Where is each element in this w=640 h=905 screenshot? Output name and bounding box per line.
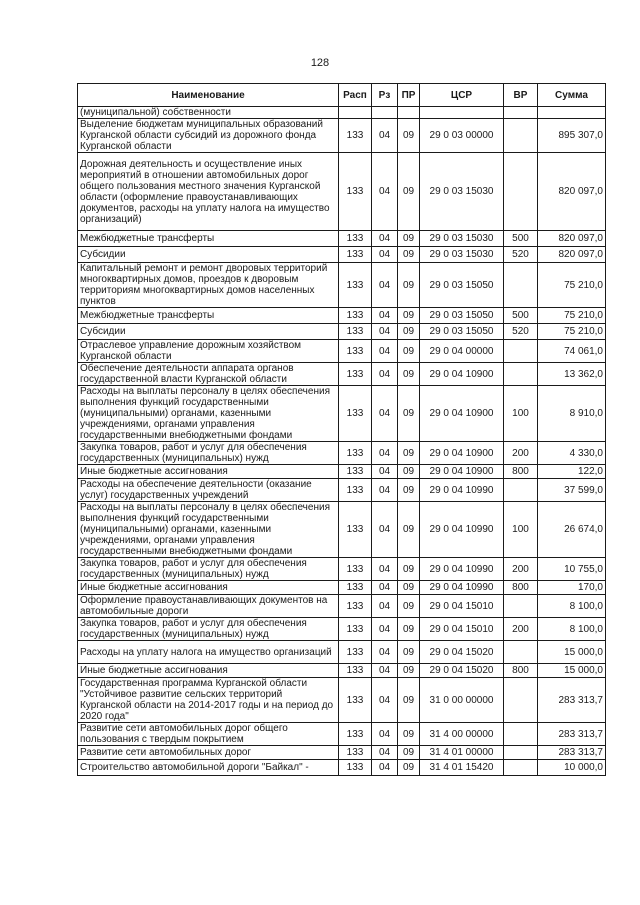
cell-pr: 09 — [398, 502, 420, 558]
cell-vr: 500 — [504, 231, 538, 247]
table-row — [78, 664, 606, 678]
cell-vr — [504, 746, 538, 760]
cell-sum: 37 599,0 — [538, 479, 606, 502]
cell-pr: 09 — [398, 618, 420, 641]
cell-csr: 29 0 04 15020 — [420, 641, 504, 664]
page-number: 128 — [310, 57, 330, 69]
column-header-rasp: Расп — [339, 84, 372, 107]
cell-rasp: 133 — [339, 231, 372, 247]
table-row — [78, 363, 606, 386]
cell-sum — [538, 107, 606, 119]
cell-name: Оформление правоустанавливающих документов на автомобильные дороги — [78, 595, 339, 618]
cell-name: Выделение бюджетам муниципальных образований Курганской области субсидий из дорожного фонда Курганской области — [78, 119, 339, 153]
cell-name: Субсидии — [78, 324, 339, 340]
cell-pr: 09 — [398, 308, 420, 324]
column-header-csr: ЦСР — [420, 84, 504, 107]
cell-name: Закупка товаров, работ и услуг для обеспечения государственных (муниципальных) нужд — [78, 442, 339, 465]
cell-rasp: 133 — [339, 247, 372, 263]
cell-rasp: 133 — [339, 442, 372, 465]
cell-csr: 29 0 03 15030 — [420, 247, 504, 263]
cell-rz: 04 — [372, 340, 398, 363]
cell-name: Капитальный ремонт и ремонт дворовых территорий многоквартирных домов, проездов к дворовым территориям многоквартирных домов населенных пунктов — [78, 263, 339, 308]
cell-rz: 04 — [372, 231, 398, 247]
cell-name: Государственная программа Курганской области "Устойчивое развитие сельских территорий Курганской области на 2014-2017 годы и на период до 2020 года" — [78, 678, 339, 723]
cell-name: Иные бюджетные ассигнования — [78, 581, 339, 595]
cell-rz: 04 — [372, 558, 398, 581]
cell-rz: 04 — [372, 119, 398, 153]
cell-rasp: 133 — [339, 324, 372, 340]
cell-pr: 09 — [398, 723, 420, 746]
cell-csr: 29 0 03 00000 — [420, 119, 504, 153]
cell-rasp: 133 — [339, 119, 372, 153]
cell-rz: 04 — [372, 641, 398, 664]
cell-vr: 800 — [504, 465, 538, 479]
cell-sum: 122,0 — [538, 465, 606, 479]
cell-pr: 09 — [398, 119, 420, 153]
cell-rasp: 133 — [339, 363, 372, 386]
cell-csr: 29 0 03 15030 — [420, 231, 504, 247]
cell-csr: 29 0 04 10900 — [420, 465, 504, 479]
cell-pr: 09 — [398, 442, 420, 465]
cell-rasp: 133 — [339, 153, 372, 231]
cell-pr: 09 — [398, 595, 420, 618]
table-row — [78, 746, 606, 760]
table-row — [78, 153, 606, 231]
cell-sum: 283 313,7 — [538, 678, 606, 723]
cell-vr: 100 — [504, 502, 538, 558]
cell-rz: 04 — [372, 247, 398, 263]
cell-pr: 09 — [398, 664, 420, 678]
table-row — [78, 479, 606, 502]
cell-name: Закупка товаров, работ и услуг для обеспечения государственных (муниципальных) нужд — [78, 558, 339, 581]
cell-sum: 26 674,0 — [538, 502, 606, 558]
cell-rasp: 133 — [339, 678, 372, 723]
cell-rz: 04 — [372, 664, 398, 678]
cell-sum: 10 000,0 — [538, 760, 606, 776]
cell-sum: 820 097,0 — [538, 153, 606, 231]
table-row — [78, 595, 606, 618]
cell-pr: 09 — [398, 386, 420, 442]
table-body — [78, 107, 606, 776]
cell-csr: 29 0 04 10900 — [420, 386, 504, 442]
cell-rasp: 133 — [339, 308, 372, 324]
table-row — [78, 107, 606, 119]
cell-rasp: 133 — [339, 723, 372, 746]
column-header-rz: Рз — [372, 84, 398, 107]
table-row — [78, 641, 606, 664]
cell-name: Отраслевое управление дорожным хозяйством Курганской области — [78, 340, 339, 363]
cell-name: Развитие сети автомобильных дорог общего пользования с твердым покрытием — [78, 723, 339, 746]
cell-sum: 15 000,0 — [538, 664, 606, 678]
table-row — [78, 119, 606, 153]
cell-vr: 800 — [504, 664, 538, 678]
cell-csr: 29 0 04 00000 — [420, 340, 504, 363]
cell-csr: 29 0 04 15010 — [420, 618, 504, 641]
cell-pr: 09 — [398, 153, 420, 231]
cell-name: Иные бюджетные ассигнования — [78, 664, 339, 678]
cell-sum: 170,0 — [538, 581, 606, 595]
cell-csr: 29 0 03 15050 — [420, 308, 504, 324]
cell-pr: 09 — [398, 340, 420, 363]
cell-rasp: 133 — [339, 502, 372, 558]
column-header-name: Наименование — [78, 84, 339, 107]
cell-vr — [504, 641, 538, 664]
cell-rasp: 133 — [339, 479, 372, 502]
cell-vr — [504, 595, 538, 618]
cell-pr: 09 — [398, 641, 420, 664]
cell-vr — [504, 340, 538, 363]
cell-pr: 09 — [398, 465, 420, 479]
cell-name: Обеспечение деятельности аппарата органов государственной власти Курганской области — [78, 363, 339, 386]
cell-sum: 820 097,0 — [538, 247, 606, 263]
cell-csr: 29 0 04 10990 — [420, 479, 504, 502]
table-row — [78, 618, 606, 641]
cell-rz: 04 — [372, 386, 398, 442]
table-row — [78, 581, 606, 595]
cell-vr: 100 — [504, 386, 538, 442]
cell-pr: 09 — [398, 263, 420, 308]
cell-rasp: 133 — [339, 386, 372, 442]
cell-vr: 200 — [504, 618, 538, 641]
table-row — [78, 502, 606, 558]
cell-rz: 04 — [372, 153, 398, 231]
cell-rz: 04 — [372, 595, 398, 618]
cell-vr — [504, 107, 538, 119]
cell-csr: 31 4 01 00000 — [420, 746, 504, 760]
table-row — [78, 442, 606, 465]
cell-csr: 29 0 04 10990 — [420, 581, 504, 595]
cell-rasp: 133 — [339, 263, 372, 308]
cell-vr — [504, 363, 538, 386]
column-header-pr: ПР — [398, 84, 420, 107]
cell-name: Расходы на выплаты персоналу в целях обеспечения выполнения функций государственными (муниципальными) органами, казенными учреждениями, органами управления государственными внебюджетными фондами — [78, 502, 339, 558]
cell-name: Дорожная деятельность и осуществление иных мероприятий в отношении автомобильных дорог общего пользования местного значения Курганской области (оформление правоустанавливающих документов, расходы на уплату налога на имущество организаций) — [78, 153, 339, 231]
cell-csr: 29 0 03 15030 — [420, 153, 504, 231]
cell-sum: 13 362,0 — [538, 363, 606, 386]
cell-vr — [504, 119, 538, 153]
cell-pr: 09 — [398, 231, 420, 247]
cell-name: (муниципальной) собственности — [78, 107, 339, 119]
cell-name: Расходы на выплаты персоналу в целях обеспечения выполнения функций государственными (муниципальными) органами, казенными учреждениями, органами управления государственными внебюджетными фондами — [78, 386, 339, 442]
cell-vr: 520 — [504, 324, 538, 340]
cell-sum: 10 755,0 — [538, 558, 606, 581]
cell-rz: 04 — [372, 465, 398, 479]
table-row — [78, 760, 606, 776]
cell-pr: 09 — [398, 760, 420, 776]
table-header-row — [78, 84, 606, 107]
cell-rasp — [339, 107, 372, 119]
table-row — [78, 340, 606, 363]
table-row — [78, 247, 606, 263]
cell-name: Субсидии — [78, 247, 339, 263]
cell-vr — [504, 760, 538, 776]
cell-pr — [398, 107, 420, 119]
cell-pr: 09 — [398, 558, 420, 581]
cell-sum: 8 100,0 — [538, 618, 606, 641]
cell-name: Расходы на обеспечение деятельности (оказание услуг) государственных учреждений — [78, 479, 339, 502]
cell-pr: 09 — [398, 678, 420, 723]
cell-name: Закупка товаров, работ и услуг для обеспечения государственных (муниципальных) нужд — [78, 618, 339, 641]
cell-csr: 29 0 04 15020 — [420, 664, 504, 678]
cell-rasp: 133 — [339, 664, 372, 678]
cell-vr: 520 — [504, 247, 538, 263]
budget-table — [77, 83, 606, 776]
cell-sum: 74 061,0 — [538, 340, 606, 363]
cell-csr: 29 0 04 10900 — [420, 442, 504, 465]
cell-vr — [504, 723, 538, 746]
cell-vr — [504, 153, 538, 231]
cell-rasp: 133 — [339, 760, 372, 776]
cell-csr: 31 0 00 00000 — [420, 678, 504, 723]
cell-csr — [420, 107, 504, 119]
cell-pr: 09 — [398, 363, 420, 386]
cell-sum: 283 313,7 — [538, 723, 606, 746]
cell-sum: 75 210,0 — [538, 308, 606, 324]
cell-pr: 09 — [398, 247, 420, 263]
table-row — [78, 465, 606, 479]
cell-csr: 29 0 03 15050 — [420, 324, 504, 340]
cell-csr: 29 0 03 15050 — [420, 263, 504, 308]
cell-name: Развитие сети автомобильных дорог — [78, 746, 339, 760]
cell-rasp: 133 — [339, 340, 372, 363]
cell-rasp: 133 — [339, 558, 372, 581]
cell-vr: 500 — [504, 308, 538, 324]
cell-vr: 800 — [504, 581, 538, 595]
cell-sum: 8 910,0 — [538, 386, 606, 442]
cell-csr: 29 0 04 10990 — [420, 558, 504, 581]
cell-sum: 820 097,0 — [538, 231, 606, 247]
cell-rz: 04 — [372, 760, 398, 776]
table-row — [78, 558, 606, 581]
cell-vr — [504, 678, 538, 723]
cell-name: Межбюджетные трансферты — [78, 231, 339, 247]
column-header-vr: ВР — [504, 84, 538, 107]
cell-rz: 04 — [372, 502, 398, 558]
cell-rz: 04 — [372, 263, 398, 308]
cell-sum: 75 210,0 — [538, 324, 606, 340]
cell-vr — [504, 263, 538, 308]
cell-rasp: 133 — [339, 641, 372, 664]
table-row — [78, 386, 606, 442]
cell-vr: 200 — [504, 558, 538, 581]
cell-name: Расходы на уплату налога на имущество организаций — [78, 641, 339, 664]
cell-csr: 29 0 04 10990 — [420, 502, 504, 558]
table-row — [78, 324, 606, 340]
cell-sum: 895 307,0 — [538, 119, 606, 153]
cell-sum: 8 100,0 — [538, 595, 606, 618]
cell-sum: 15 000,0 — [538, 641, 606, 664]
cell-name: Межбюджетные трансферты — [78, 308, 339, 324]
cell-rz: 04 — [372, 618, 398, 641]
cell-rz: 04 — [372, 678, 398, 723]
cell-rz: 04 — [372, 479, 398, 502]
cell-rz: 04 — [372, 442, 398, 465]
cell-rz: 04 — [372, 324, 398, 340]
table-row — [78, 308, 606, 324]
cell-pr: 09 — [398, 746, 420, 760]
cell-csr: 29 0 04 15010 — [420, 595, 504, 618]
cell-sum: 75 210,0 — [538, 263, 606, 308]
cell-pr: 09 — [398, 324, 420, 340]
cell-rz: 04 — [372, 363, 398, 386]
table-row — [78, 231, 606, 247]
cell-rasp: 133 — [339, 618, 372, 641]
cell-rz: 04 — [372, 308, 398, 324]
cell-sum: 283 313,7 — [538, 746, 606, 760]
cell-rz: 04 — [372, 723, 398, 746]
cell-rz — [372, 107, 398, 119]
cell-vr: 200 — [504, 442, 538, 465]
cell-csr: 29 0 04 10900 — [420, 363, 504, 386]
cell-vr — [504, 479, 538, 502]
cell-rasp: 133 — [339, 465, 372, 479]
table-row — [78, 723, 606, 746]
cell-pr: 09 — [398, 581, 420, 595]
cell-csr: 31 4 01 15420 — [420, 760, 504, 776]
cell-pr: 09 — [398, 479, 420, 502]
cell-rasp: 133 — [339, 746, 372, 760]
cell-name: Строительство автомобильной дороги "Байкал" - — [78, 760, 339, 776]
table-row — [78, 263, 606, 308]
cell-rz: 04 — [372, 746, 398, 760]
cell-rasp: 133 — [339, 581, 372, 595]
cell-rasp: 133 — [339, 595, 372, 618]
cell-name: Иные бюджетные ассигнования — [78, 465, 339, 479]
cell-csr: 31 4 00 00000 — [420, 723, 504, 746]
column-header-sum: Сумма — [538, 84, 606, 107]
cell-sum: 4 330,0 — [538, 442, 606, 465]
table-row — [78, 678, 606, 723]
cell-rz: 04 — [372, 581, 398, 595]
